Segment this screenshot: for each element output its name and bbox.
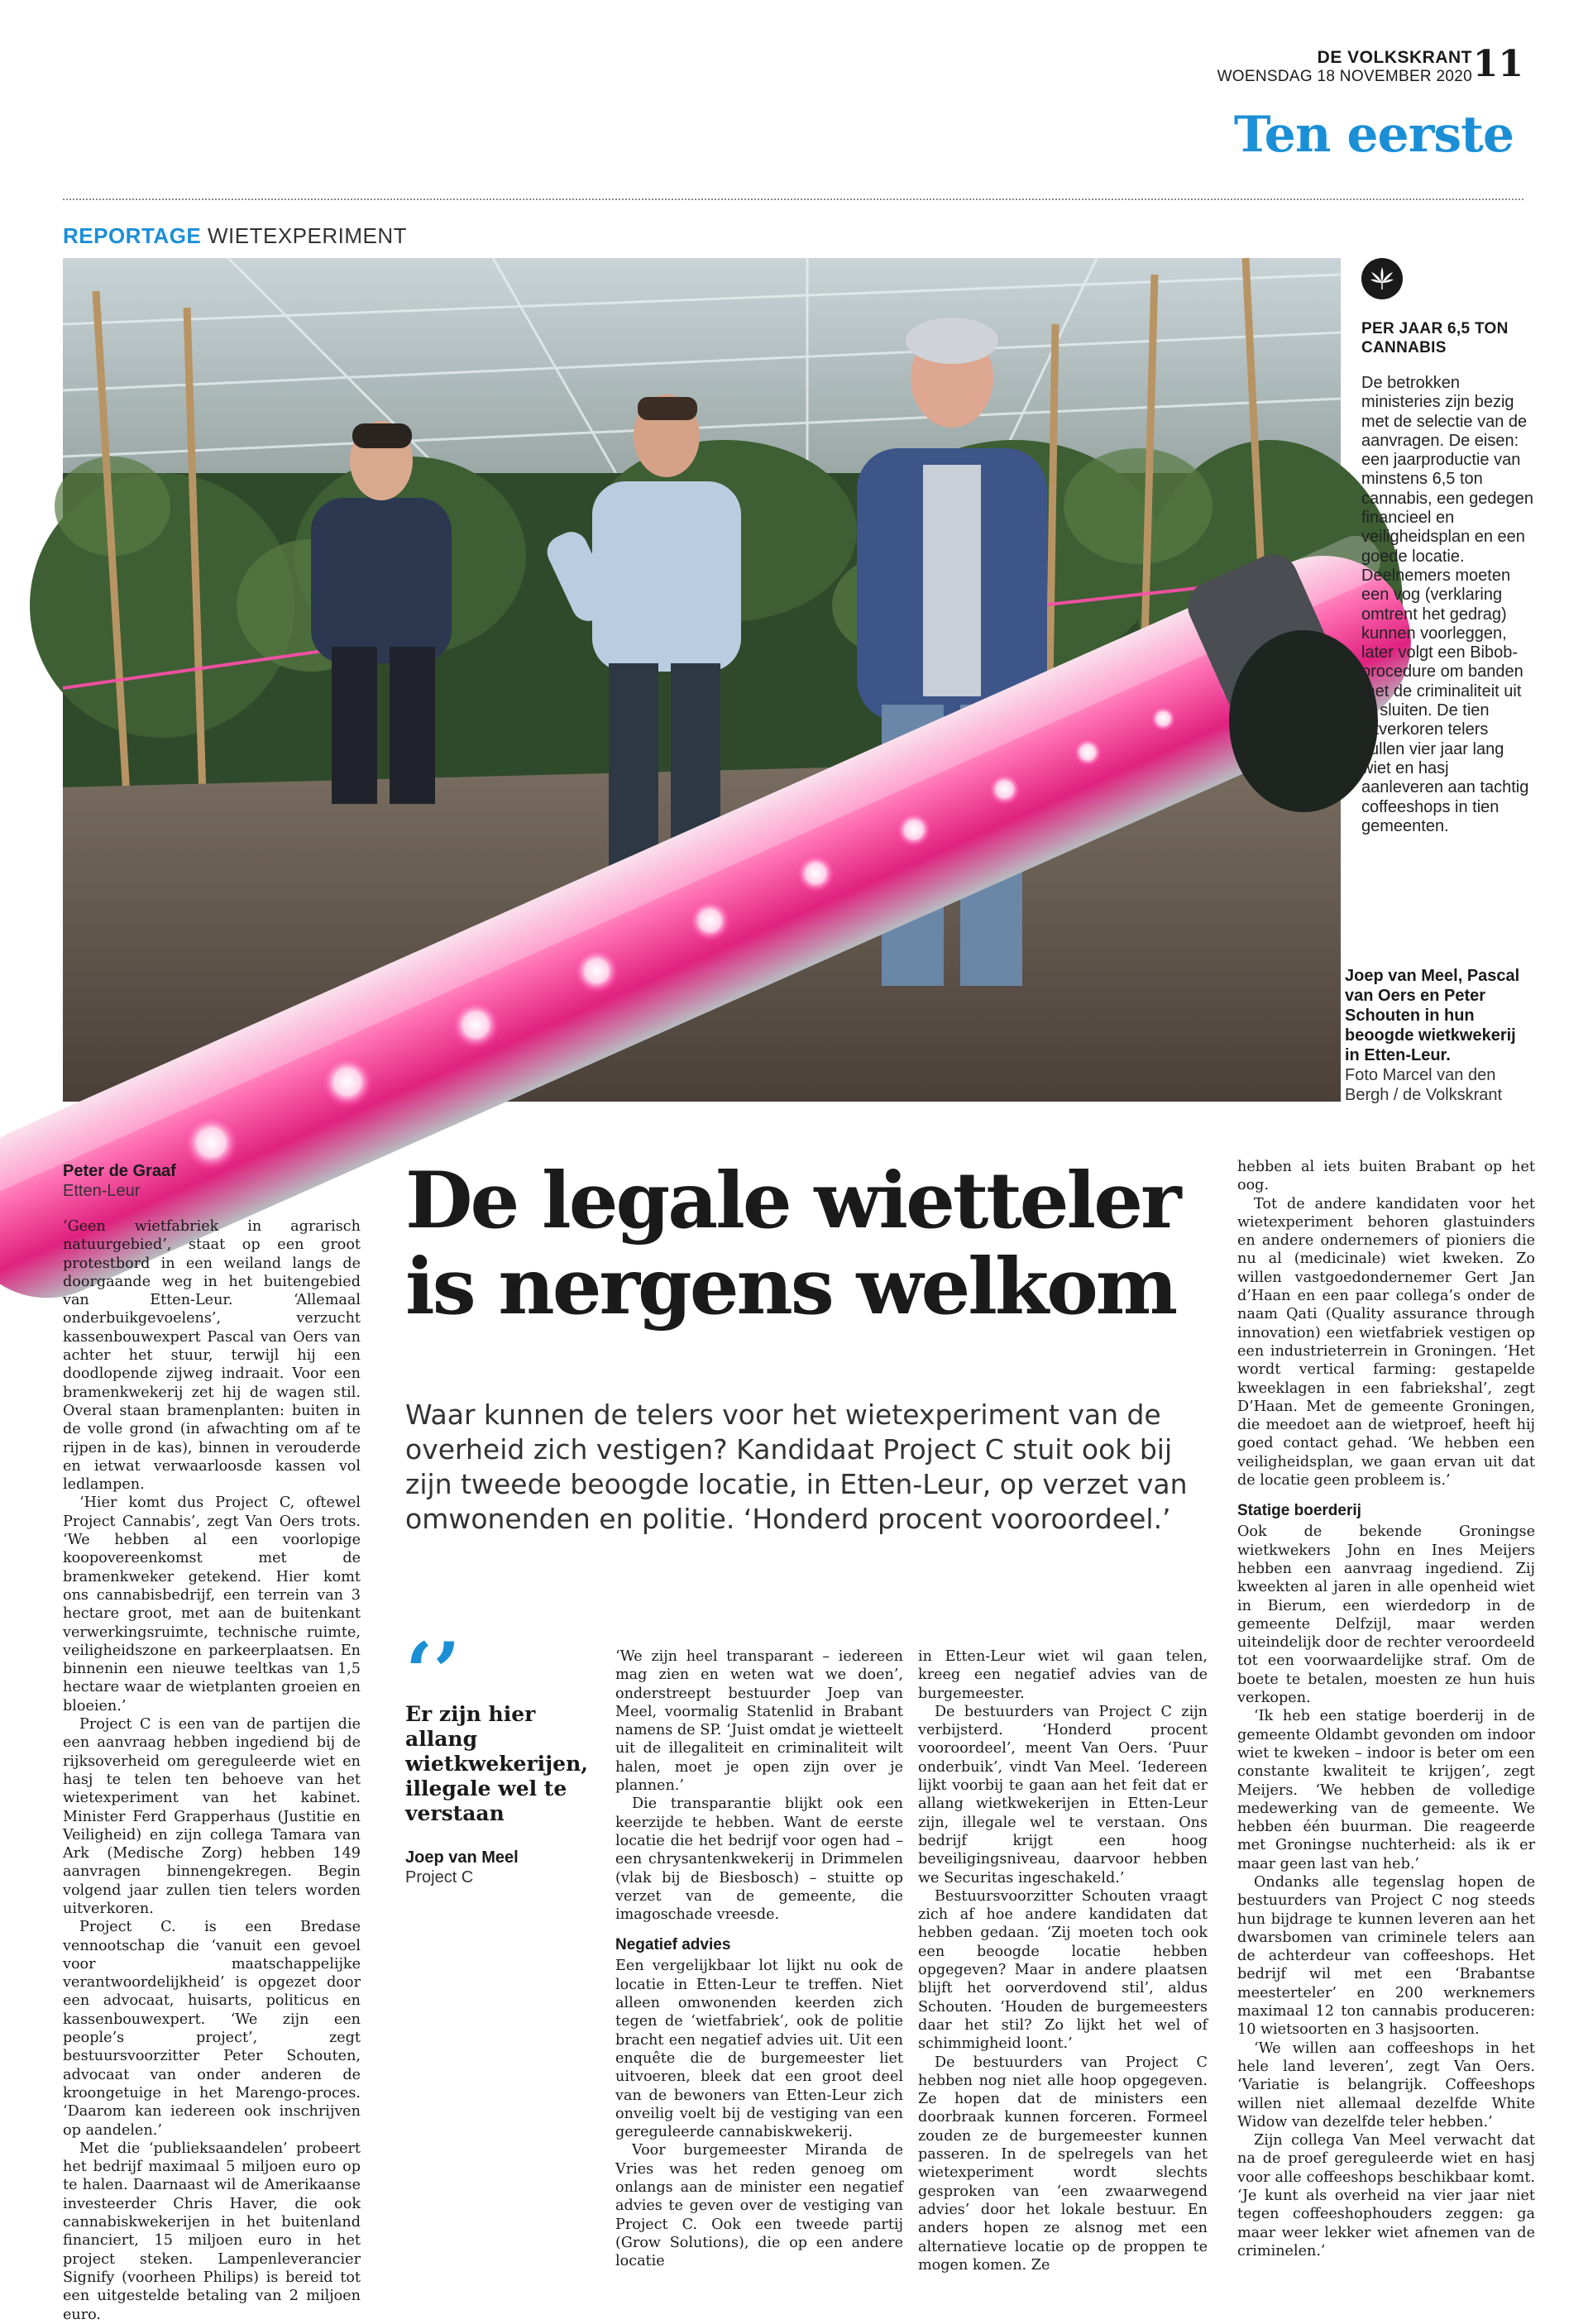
intro-lede: Waar kunnen de telers voor het wietexperiment van de overheid zich vestigen? Kandidaat Project C stuit ook bij zijn tweede beoogde locatie, in Etten-Leur, op verzet van omwonenden en politie. ‘Honderd procent vooroordeel.’	[405, 1399, 1188, 1535]
paragraph: in Etten-Leur wiet wil gaan telen, kreeg een negatief advies van de burgemeester.	[918, 1648, 1208, 1702]
paragraph: Een vergelijkbaar lot lijkt nu ook de locatie in Etten-Leur te treffen. Niet alleen omwonenden keerden zich tegen de ‘wietfabriek’, ook de politie bracht een negatief advies uit. Uit een enquête die de burgemeester liet uitvoeren, bleek dat een groot deel van de bewoners van Etten-Leur zich onveilig voelt bij de vestiging van een gereguleerde cannabiskwekerij.	[615, 1958, 903, 2141]
article-kicker	[63, 223, 407, 249]
photo-caption	[1345, 966, 1535, 1105]
quote-mark-icon: ‘’	[405, 1625, 461, 1719]
paragraph: Voor burgemeester Miranda de Vries was het reden genoeg om onlangs aan de minister een negatief advies te geven over de vestiging van Project C. Ook een tweede partij (Grow Solutions), die op een andere locatie	[615, 2142, 903, 2270]
paragraph: Project C. is een Bredase vennootschap die ‘vanuit een gevoel voor maatschappelijke verantwoordelijkheid’ is opgezet door een advocaat, huisarts, politicus en kassenbouwexpert. ‘We zijn een people’s project’, zegt bestuursvoorzitter Peter Schouten, advocaat van onder anderen de kroongetuige in het Marengo-proces. ‘Daarom kan iedereen ook inschrijven op aandelen.’	[63, 1919, 361, 2139]
byline	[63, 1161, 176, 1201]
cannabis-leaf-icon	[1361, 258, 1403, 299]
subheading: Statige boerderij	[1237, 1502, 1361, 1520]
author-name: Peter de Graaf	[63, 1162, 176, 1180]
photo-credit: Foto Marcel van den Bergh / de Volkskrant	[1345, 1066, 1503, 1104]
paragraph: Die transparantie blijkt ook een keerzijde te hebben. Want de eerste locatie die het bedrijf voor ogen had – een chrysantenkwekerij in Drimmelen (vlak bij de Biesbosch) – stuitte op verzet van de gemeente, die imagoschade vreesde.	[615, 1796, 903, 1924]
pull-quote	[405, 1625, 588, 1887]
paragraph: ‘We willen aan coffeeshops in het hele land leveren’, zegt Van Oers. ‘Variatie is belangrijk. Coffeeshops willen niet allemaal dezelfde White Widow van dezelfde teler hebben.’	[1237, 2039, 1535, 2130]
paragraph: ‘Geen wietfabriek in agrarisch natuurgebied’, staat op een groot protestbord in een weiland langs de doorgaande weg in het buitengebied van Etten-Leur. ‘Allemaal onderbuikgevoelens’, verzucht kassenbouwexpert Pascal van Oers van achter het stuur, terwijl hij een doodlopende zijweg indraait. Voor een bramenkwekerij zet hij de wagen stil. Overal staan bramenplanten: buiten in de volle grond (in afwachting om af te rijpen in de kas), binnen in verouderde en ietwat verwaarloosde kassen vol ledlampen.	[63, 1218, 361, 1494]
paragraph: Met die ‘publieksaandelen’ probeert het bedrijf maximaal 5 miljoen euro op te halen. Daarnaast wil de Amerikaanse investeerder Chris Haver, die ook cannabiskwekerijen in het buitenland financiert, 15 miljoen euro in het project steken. Lampenleverancier Signify (voorheen Philips) is bereid tot een uitgestelde betaling van 2 miljoen euro.	[63, 2140, 361, 2323]
paragraph: Zijn collega Van Meel verwacht dat na de proef gereguleerde wiet en hasj voor alle coffeeshops beschikbaar komt. ‘Je kunt als overheid na vier jaar niet tegen coffeeshophouders zeggen: ga maar weer lekker wiet afnemen van de criminelen.’	[1237, 2132, 1535, 2259]
quote-text: Er zijn hier allang wietkwekerijen, illegale wel te verstaan	[405, 1702, 588, 1825]
paragraph: Tot de andere kandidaten voor het wietexperiment behoren glastuinders en andere ondernemers of pioniers die nu al (medicinale) wiet kweken. Zo willen vastgoedondernemer Gert Jan d’Haan en een paar collega’s onder de naam Qati (Quality assurance through innovation) een wietfabriek vestigen op een industrieterrein in Groningen. ‘Het wordt vertical farming: gestapelde kweeklagen in een fabriekshal’, zegt D’Haan. Met de gemeente Groningen, die meedoet aan de wietproef, heeft hij goed contact gehad. ‘We hebben een veiligheidsplan, we gaan ervan uit dat de locatie geen probleem is.’	[1237, 1195, 1535, 1490]
paragraph: Ook de bekende Groningse wietkwekers John en Ines Meijers hebben een aanvraag ingediend. Zij kweekten al jaren in alle openheid wiet in Bierum, een wierdedorp in de gemeente Delfzijl, maar werden uiteindelijk door de rechter veroordeeld tot een voorwaardelijke straf. Om de boete te betalen, moesten ze hun huis verkopen.	[1237, 1523, 1535, 1707]
paragraph: ‘Hier komt dus Project C, oftewel Project Cannabis’, zegt Van Oers trots. ‘We hebben al een voorlopige koopovereenkomst met de bramenkweker getekend. Hier komt ons cannabisbedrijf, een terrein van 3 hectare groot, met aan de buitenkant verwerkingsruimte, technische ruimte, veiligheidszone en parkeerplaatsen. En binnenin een nieuwe teeltkas van 1,5 hectare waar de wietplanten groeien en bloeien.’	[63, 1494, 361, 1714]
info-sidebar	[1361, 258, 1535, 836]
caption-text: Joep van Meel, Pascal van Oers en Peter Schouten in hun beoogde wietkwekerij in Etten-Leur.	[1345, 967, 1520, 1064]
kicker-category: REPORTAGE	[63, 223, 202, 248]
kicker-topic: WIETEXPERIMENT	[208, 223, 408, 248]
paragraph: Bestuursvoorzitter Schouten vraagt zich af hoe andere kandidaten dat hebben gedaan. ‘Zij moeten toch ook een beoogde locatie hebben opgegeven? Maar in andere plaatsen blijft het oorverdovend stil’, aldus Schouten. ‘Houden de burgemeesters daar het stil? Zo lijkt het wel of schimmigheid loont.’	[918, 1887, 1208, 2053]
issue-date: WOENSDAG 18 NOVEMBER 2020	[1217, 68, 1472, 85]
paragraph: De bestuurders van Project C hebben nog niet alle hoop opgegeven. Ze hopen dat de ministers een doorbraak kunnen forceren. Formeel zouden ze de burgemeester kunnen passeren. In de spelregels van het wietexperiment wordt slechts gesproken van ‘een zwaarwegend advies’ door het lokale bestuur. En anders hopen ze alsnog met een alternatieve locatie op de proppen te mogen komen. Ze	[918, 2054, 1208, 2274]
article-column-3	[615, 1647, 903, 2271]
quote-attribution	[405, 1848, 579, 1887]
paragraph: ‘We zijn heel transparant – iedereen mag zien en weten wat we doen’, onderstreept bestuurder Joep van Meel, voormalig Statenlid in Brabant namens de SP. ‘Juist omdat je wietteelt uit de illegaliteit en criminaliteit wilt halen, moet je open zijn over je plannen.’	[615, 1648, 903, 1795]
paragraph: Ondanks alle tegenslag hopen de bestuurders van Project C nog steeds hun bijdrage te kunnen leveren aan het dwarsbomen van criminele telers aan de achterdeur van coffeeshops. Het bedrijf wil met een ‘Brabantse meesterteler’ en 200 werknemers maximaal 12 ton cannabis produceren: 10 wietsoorten en 3 hasjsoorten.	[1237, 1873, 1535, 2039]
sidebar-text: De betrokken ministeries zijn bezig met de selectie van de aanvragen. De eisen: een jaarproductie van minstens 6,5 ton cannabis, een gedegen financieel en veiligheidsplan en een goede locatie. Deelnemers moeten een vog (verklaring omtrent het gedrag) kunnen voorleggen, later volgt een Bibob-procedure om banden met de criminaliteit uit te sluiten. De tien uitverkoren telers zullen vier jaar lang wiet en hasj aanleveren aan tachtig coffeeshops in tien gemeenten.	[1361, 374, 1533, 835]
newspaper-name: DE VOLKSKRANT	[1317, 48, 1472, 67]
headline: De legale wietteler is nergens welkom	[405, 1155, 1179, 1332]
page-number: 11	[1472, 43, 1523, 85]
paragraph: De bestuurders van Project C zijn verbijsterd. ‘Honderd procent vooroordeel’, meent Van Oers. ‘Puur onderbuik’, vindt Van Meel. ‘Iedereen lijkt voorbij te gaan aan het feit dat er allang wietkwekerijen in Etten-Leur zijn, illegale wel te verstaan. Ons bedrijf krijgt een hoog beveiligingsniveau, daarvoor hebben we Securitas ingeschakeld.’	[918, 1703, 1208, 1886]
header-divider	[63, 198, 1523, 200]
article-column-5	[1237, 1158, 1535, 2260]
article-column-4	[918, 1647, 1208, 2274]
section-title: Ten eerste	[1233, 106, 1514, 164]
article-column-1	[63, 1217, 361, 2324]
paragraph: hebben al iets buiten Brabant op het oog.	[1237, 1159, 1535, 1194]
dateline: Etten-Leur	[63, 1182, 141, 1200]
sidebar-heading: PER JAAR 6,5 TON CANNABIS	[1361, 320, 1509, 356]
quote-author-organization: Project C	[405, 1868, 474, 1886]
paragraph: Project C is een van de partijen die een aanvraag hebben ingediend bij de rijksoverheid om gereguleerde wiet en hasj te telen ten behoeve van het wietexperiment van het kabinet. Minister Ferd Grapperhaus (Justitie en Veiligheid) en zijn collega Tamara van Ark (Medische Zorg) hebben 149 aanvragen binnengekregen. Begin volgend jaar zullen tien telers worden uitverkoren.	[63, 1716, 361, 1917]
quote-author-name: Joep van Meel	[405, 1848, 519, 1867]
article-photo	[63, 258, 1341, 1102]
subheading: Negatief advies	[615, 1936, 731, 1954]
paragraph: ‘Ik heb een statige boerderij in de gemeente Oldambt gevonden om indoor wiet te kweken – indoor is beter om een constante kwaliteit te krijgen’, zegt Meijers. ‘We hebben de volledige medewerking van de gemeente. We hebben één buurman. Die reageerde met Groningse nuchterheid: als ik er maar geen last van heb.’	[1237, 1708, 1535, 1872]
